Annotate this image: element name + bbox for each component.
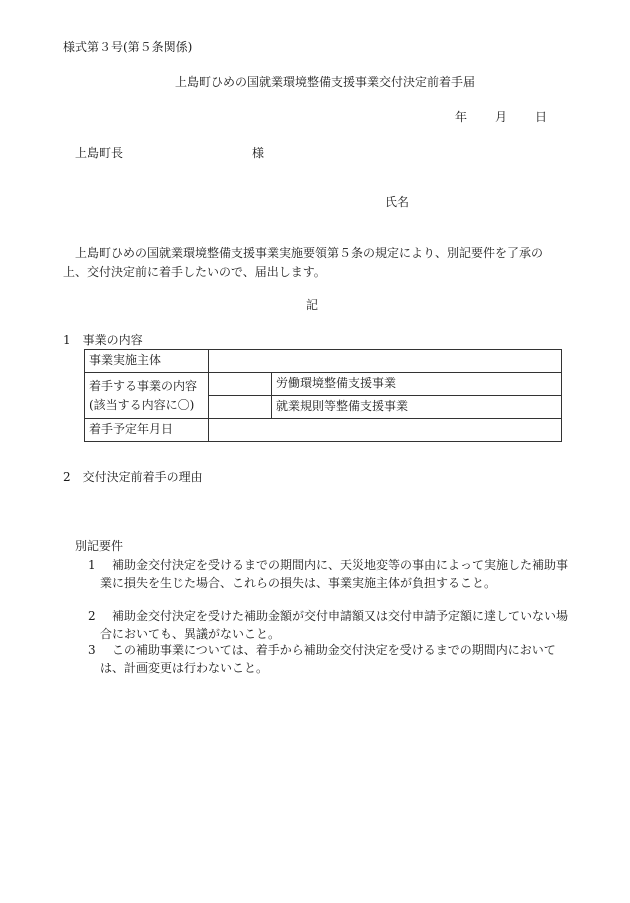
requirements-title: 別記要件 [75,539,124,553]
requirement-item [88,607,568,643]
content-label [85,373,209,419]
implementer-label: 事業実施主体 [85,350,209,373]
option2-check [209,396,272,419]
requirement-number: 3 [88,643,96,657]
requirement-number: 1 [88,558,96,572]
implementer-value [209,350,562,373]
section2-heading: 2 交付決定前着手の理由 [63,470,203,484]
document-title: 上島町ひめの国就業環境整備支援事業交付決定前着手届 [174,75,475,89]
requirement-text: 補助金交付決定を受けるまでの期間内に、天災地変等の事由によって実施した補助事業に損失を生じた場合、これらの損失は、事業実施主体が負担すること。 [100,558,569,590]
table-row [85,350,562,373]
option2-label: 就業規則等整備支援事業 [272,396,562,419]
start-date-label: 着手予定年月日 [85,419,209,442]
start-date-value [209,419,562,442]
ki-heading: 記 [306,298,319,312]
requirement-item [88,641,568,677]
requirement-text: 補助金交付決定を受けた補助金額が交付申請額又は交付申請予定額に達していない場合においても、異議がないこと。 [100,609,569,641]
option1-check [209,373,272,396]
table-row [85,373,562,396]
content-label-line1: 着手する事業の内容 [89,378,198,393]
requirement-item [88,556,568,592]
content-label-line2: (該当する内容に〇) [89,397,195,412]
addressee: 上島町長 [75,146,124,160]
requirement-text: この補助事業については、着手から補助金交付決定を受けるまでの期間内においては、計画変更は行わないこと。 [100,643,556,675]
table-row [85,419,562,442]
date-year-label: 年 [455,110,468,124]
requirement-number: 2 [88,609,96,623]
name-label: 氏名 [385,195,410,209]
date-day-label: 日 [535,110,548,124]
body-text: 上島町ひめの国就業環境整備支援事業実施要領第５条の規定により、別記要件を了承の上、交付決定前に着手したいので、届出します。 [63,246,544,279]
business-content-table [84,349,562,442]
date-month-label: 月 [495,110,508,124]
option1-label: 労働環境整備支援事業 [272,373,562,396]
honorific: 様 [252,146,265,160]
section1-heading: 1 事業の内容 [63,333,143,347]
form-number: 様式第３号(第５条関係) [63,40,193,54]
